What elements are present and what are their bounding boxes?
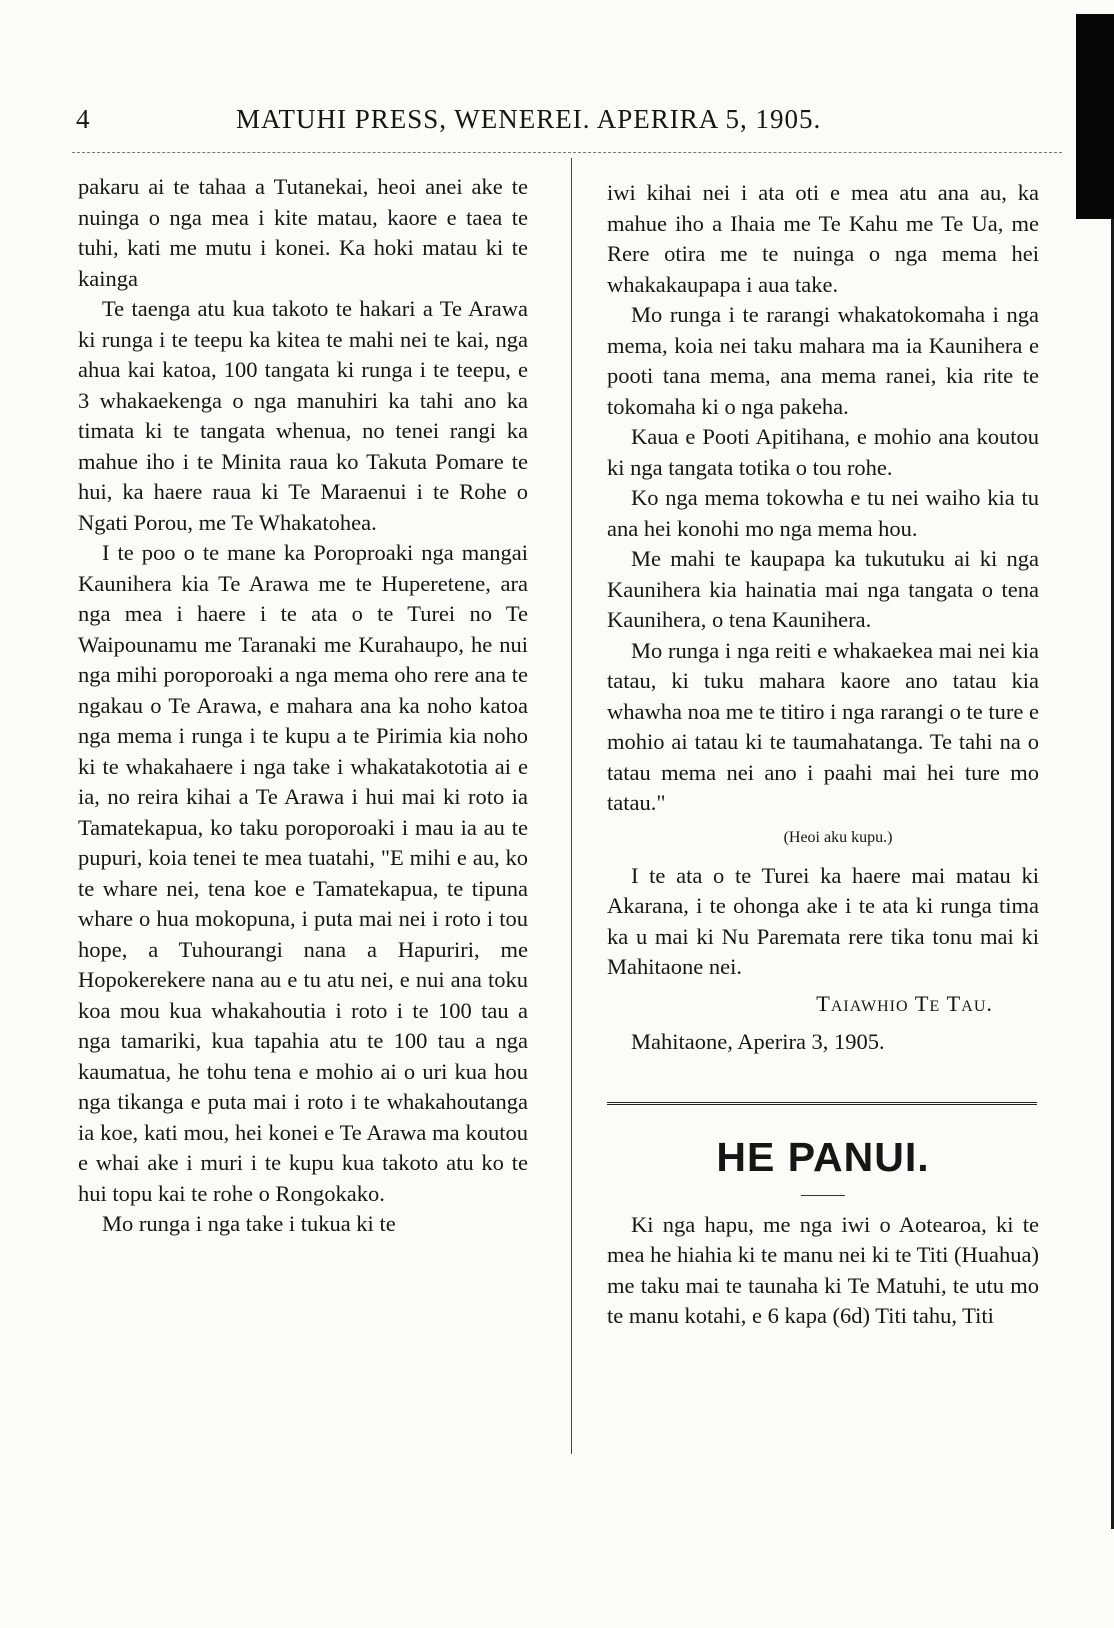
left-paragraph: Te taenga atu kua takoto te hakari a Te Arawa ki runga i te teepu ka kitea te mahi nei te kai, nga ahua kai katoa, 100 tangata ki runga i te teepu, e 3 whakaekenga o nga manuhiri ka tahi ano ka timata ki te tangata whenua, no tenei rangi ka mahue iho i te Minita raua ko Takuta Pomare te hui, ka haere raua ki Te Maraenui i te Rohe o Ngati Porou, me Te Whakatohea. — [78, 296, 528, 535]
left-paragraph: Mo runga i nga take i tukua ki te — [102, 1211, 396, 1236]
right-paragraph: Kaua e Pooti Apitihana, e mohio ana koutou ki nga tangata totika o tou rohe. — [607, 424, 1039, 480]
notice-heading: HE PANUI. — [716, 1133, 930, 1180]
column-divider — [571, 158, 572, 1454]
closing-remark: (Heoi aku kupu.) — [783, 828, 893, 846]
right-column — [607, 178, 1039, 1332]
section-divider — [607, 1102, 1037, 1105]
place-date: Mahitaone, Aperira 3, 1905. — [631, 1029, 885, 1054]
right-paragraph: Mo runga i te rarangi whakatokomaha i nga mema, koia nei taku mahara ma ia Kaunihera e pooti tana mema, ana mema ranei, kia rite te tokomaha ki o nga pakeha. — [607, 302, 1039, 419]
left-paragraph: pakaru ai te tahaa a Tutanekai, heoi anei ake te nuinga o nga mea i kite matau, kaore e taea te tuhi, kati me mutu i konei. Ka hoki matau ki te kainga — [78, 174, 528, 291]
left-column — [78, 172, 528, 1240]
page-number: 4 — [76, 104, 91, 134]
scan-edge-shadow — [1076, 14, 1114, 219]
notice-rule — [801, 1195, 845, 1196]
notice-paragraph: Ki nga hapu, me nga iwi o Aotearoa, ki te mea he hiahia ki te manu nei ki te Titi (Huahua) me taku mai te taunaha ki Te Matuhi, te utu mo te manu kotahi, e 6 kapa (6d) Titi tahu, Titi — [607, 1211, 1039, 1328]
page-header — [76, 104, 906, 138]
right-paragraph: iwi kihai nei i ata oti e mea atu ana au, ka mahue iho a Ihaia me Te Kahu me Te Ua, me Rere otira me te nuinga o nga mema hei whakakaupapa i aua take. — [607, 180, 1039, 297]
right-paragraph: Me mahi te kaupapa ka tukutuku ai ki nga Kaunihera kia hainatia mai nga tangata o tena Kaunihera, o tena Kaunihera. — [607, 546, 1039, 632]
author-signature: Taiawhio Te Tau. — [816, 990, 993, 1016]
closing-paragraph: I te ata o te Turei ka haere mai matau ki Akarana, i te ohonga ake i te ata ki runga tima ka u mai ki Nu Paremata rere tika tonu mai ki Mahitaone nei. — [607, 862, 1039, 979]
left-paragraph: I te poo o te mane ka Poroproaki nga mangai Kaunihera kia Te Arawa me te Huperetene, ara nga mea i haere i te ata o te Turei no Te Waipounamu me Taranaki me Kurahaupo, he nui nga mihi poroporoaki a nga mema oho rere ana te ngakau o Te Arawa, e mahara ana ka noho katoa nga mema i runga i te kupu a te Pirimia kia noho ki te whakahaere i nga take i whakatakototia ai e ia, no reira kihai a Te Arawa i hui mai ki roto ia Tamatekapua, ko taku poroporoaki i mau ia au te pupuri, koia tenei te mea tuatahi, "E mihi e au, ko te whare nei, tena koe e Tamatekapua, te tipuna whare o hua mokopuna, i puta mai nei i roto i tou hope, a Tuhourangi nana a Hapuriri, me Hopokerekere nana au e tu atu nei, e nui ana toku koa mou kua whakahoutia i roto i te 100 tau a nga tamariki, kua tapahia atu te 100 tau a nga kaumatua, he tohu tena e mohio ai o uri kua hou nga tikanga e puta mai i roto i te whakahoutanga ia koe, kati mou, hei konei e Te Arawa ma koutou e whai ake i muri i te kupu kua takoto atu ko te hui topu kai te rohe o Rongokako. — [78, 540, 528, 1206]
header-rule — [72, 152, 1062, 153]
right-paragraph: Mo runga i nga reiti e whakaekea mai nei kia tatau, ki tuku mahara kaore ano tatau kia whawha noa me te titiro i nga rarangi o te ture e mohio ai tatau ki te taumahatanga. Te tahi na o tatau mema nei ano i paahi mai hei ture mo tatau." — [607, 637, 1039, 815]
masthead: MATUHI PRESS, WENEREI. APERIRA 5, 1905. — [236, 104, 822, 134]
right-paragraph: Ko nga mema tokowha e tu nei waiho kia tu ana hei konohi mo nga mema hou. — [607, 485, 1039, 541]
